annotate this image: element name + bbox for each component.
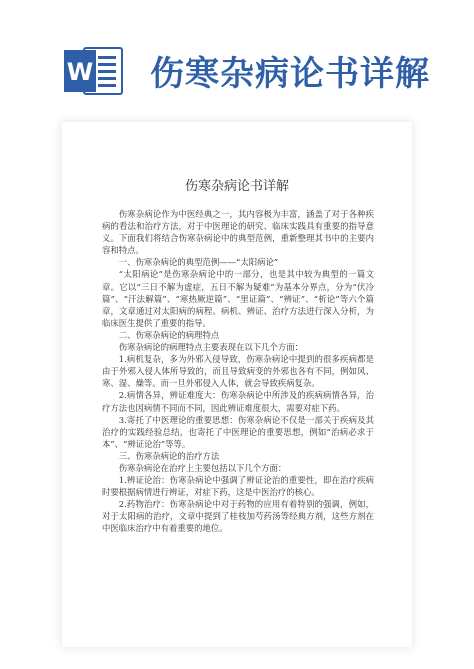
section-heading-2: 二、伤寒杂病论的病理特点 [118,329,220,340]
word-icon [62,40,124,102]
paragraph-intro: 伤寒杂病论作为中医经典之一，其内容极为丰富，涵盖了对于各种疾病的看法和治疗方法，对于中医理论的研究、临床实践具有重要的指导意义。下面我们将结合伤寒杂病论中的典型范例，重新整理其书中的主要内容和特点。 [102,209,374,256]
paragraph-taiyang: “太阳病论”是伤寒杂病论中的一部分，也是其中较为典型的一篇文章。它以“三日不解为虚症，五日不解为疑难”为基本分界点，分为“伏冷篇”、“汗法解篇”、“寒热厥逆篇”、“里证篇”、“辨证”、“析论”等六个篇章，文章通过对太阳病的病程、病机、辨证、治疗方法进行深入分析，为临床医生提供了重要的指导。 [102,269,374,328]
preview-header [0,0,474,112]
word-icon-letter: W [66,58,94,86]
page-title: 伤寒杂病论书详解 [150,54,430,94]
paragraph-pathology-intro: 伤寒杂病论的病理特点主要表现在以下几个方面： [118,342,304,353]
paragraph-pathology-2: 2.病情各异，辨证难度大：伤寒杂病论中所涉及的疾病病情各异，治疗方法也因病情不同而不同，因此辨证难度很大，需要对症下药。 [102,390,374,413]
document-page [62,122,412,647]
section-heading-1: 一、伤寒杂病论的典型范例——“太阳病论” [118,257,279,268]
section-heading-3: 三、伤寒杂病论的治疗方法 [118,450,220,461]
document-title: 伤寒杂病论书详解 [184,179,289,194]
paragraph-treatment-2: 2.药物治疗：伤寒杂病论中对于药物的应用有着特别的强调，例如，对于太阳病的治疗，文章中提到了桂枝加芍药汤等经典方剂，这些方剂在中医临床治疗中有着重要的地位。 [102,499,374,534]
paragraph-treatment-1: 1.辨证论治：伤寒杂病论中强调了辨证论治的重要性，即在治疗疾病时要根据病情进行辨证，对症下药，这是中医治疗的核心。 [102,475,374,498]
paragraph-pathology-3: 3.寄托了中医理论的重要思想：伤寒杂病论不仅是一部关于疾病及其治疗的实践经验总结，也寄托了中医理论的重要思想，例如“治病必求于本”、“辨证论治”等等。 [102,414,374,449]
document-body [102,208,374,535]
paragraph-pathology-1: 1.病机复杂，多为外邪入侵导致，伤寒杂病论中提到的很多疾病都是由于外邪入侵人体所导致的，而且导致病变的外邪也各有不同，例如风、寒、湿、燥等。而一旦外邪侵入人体，就会导致疾病复杂。 [102,354,374,389]
paragraph-treatment-intro: 伤寒杂病论在治疗上主要包括以下几个方面： [118,462,287,473]
